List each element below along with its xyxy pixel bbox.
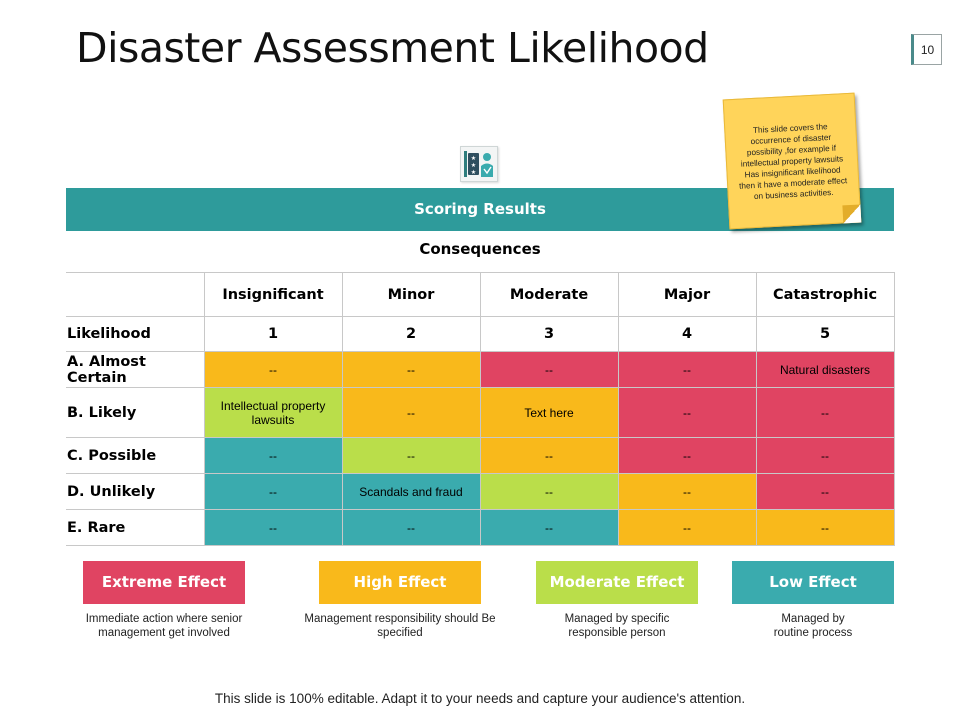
matrix-cell: Text here	[480, 388, 618, 438]
corner-cell	[66, 273, 204, 317]
score-cell: 5	[756, 317, 894, 352]
column-header: Insignificant	[204, 273, 342, 317]
matrix-cell: --	[756, 388, 894, 438]
likelihood-label: Likelihood	[66, 317, 204, 352]
row-label: C. Possible	[66, 438, 204, 474]
column-header-row	[66, 273, 894, 317]
column-header: Catastrophic	[756, 273, 894, 317]
legend-description: Managed by routine process	[773, 613, 853, 639]
consequences-label: Consequences	[419, 240, 541, 258]
matrix-cell: --	[480, 474, 618, 510]
page-number: 10	[911, 34, 942, 65]
matrix-cell: Scandals and fraud	[342, 474, 480, 510]
matrix-cell: --	[480, 352, 618, 388]
matrix-cell: --	[756, 510, 894, 546]
column-header: Minor	[342, 273, 480, 317]
matrix-cell: Natural disasters	[756, 352, 894, 388]
matrix-cell: --	[618, 474, 756, 510]
risk-matrix-icon	[460, 146, 498, 182]
matrix-cell: --	[480, 510, 618, 546]
score-cell: 4	[618, 317, 756, 352]
row-label: D. Unlikely	[66, 474, 204, 510]
matrix-cell: --	[204, 352, 342, 388]
table-row	[66, 438, 894, 474]
table-row	[66, 388, 894, 438]
svg-text:★: ★	[470, 169, 477, 176]
legend-high-effect: High Effect	[319, 561, 481, 604]
page-title: Disaster Assessment Likelihood	[76, 24, 709, 72]
risk-matrix-table	[66, 272, 895, 546]
matrix-cell: Intellectual property lawsuits	[204, 388, 342, 438]
matrix-cell: --	[756, 474, 894, 510]
table-row	[66, 352, 894, 388]
matrix-cell: --	[204, 438, 342, 474]
legend-description: Immediate action where senior management get involved	[85, 613, 243, 639]
matrix-cell: --	[618, 388, 756, 438]
matrix-cell: --	[342, 438, 480, 474]
score-row	[66, 317, 894, 352]
matrix-cell: --	[342, 388, 480, 438]
svg-text:★: ★	[470, 155, 477, 162]
score-cell: 1	[204, 317, 342, 352]
matrix-cell: --	[618, 438, 756, 474]
row-label: E. Rare	[66, 510, 204, 546]
legend-description: Management responsibility should Be specified	[304, 613, 496, 639]
matrix-cell: --	[480, 438, 618, 474]
scoring-results-header: Scoring Results	[66, 188, 894, 231]
table-row	[66, 510, 894, 546]
matrix-cell: --	[342, 352, 480, 388]
column-header: Major	[618, 273, 756, 317]
svg-text:★: ★	[470, 162, 477, 169]
legend-moderate-effect: Moderate Effect	[536, 561, 698, 604]
footer-note: This slide is 100% editable. Adapt it to your needs and capture your audience's attention.	[214, 691, 746, 706]
matrix-cell: --	[756, 438, 894, 474]
matrix-cell: --	[204, 474, 342, 510]
score-cell: 3	[480, 317, 618, 352]
matrix-cell: --	[618, 510, 756, 546]
column-header: Moderate	[480, 273, 618, 317]
legend-extreme-effect: Extreme Effect	[83, 561, 245, 604]
legend-description: Managed by specific responsible person	[564, 613, 670, 639]
score-cell: 2	[342, 317, 480, 352]
sticky-note-text: This slide covers the occurrence of disaster possibility ,for example if intellectual property lawsuits Has insignificant likelihood then it have a moderate effect on business activities.	[738, 122, 848, 202]
sticky-note	[723, 93, 862, 230]
matrix-cell: --	[204, 510, 342, 546]
table-row	[66, 474, 894, 510]
row-label: B. Likely	[66, 388, 204, 438]
legend-low-effect: Low Effect	[732, 561, 894, 604]
row-label: A. Almost Certain	[66, 352, 204, 388]
matrix-cell: --	[342, 510, 480, 546]
matrix-cell: --	[618, 352, 756, 388]
